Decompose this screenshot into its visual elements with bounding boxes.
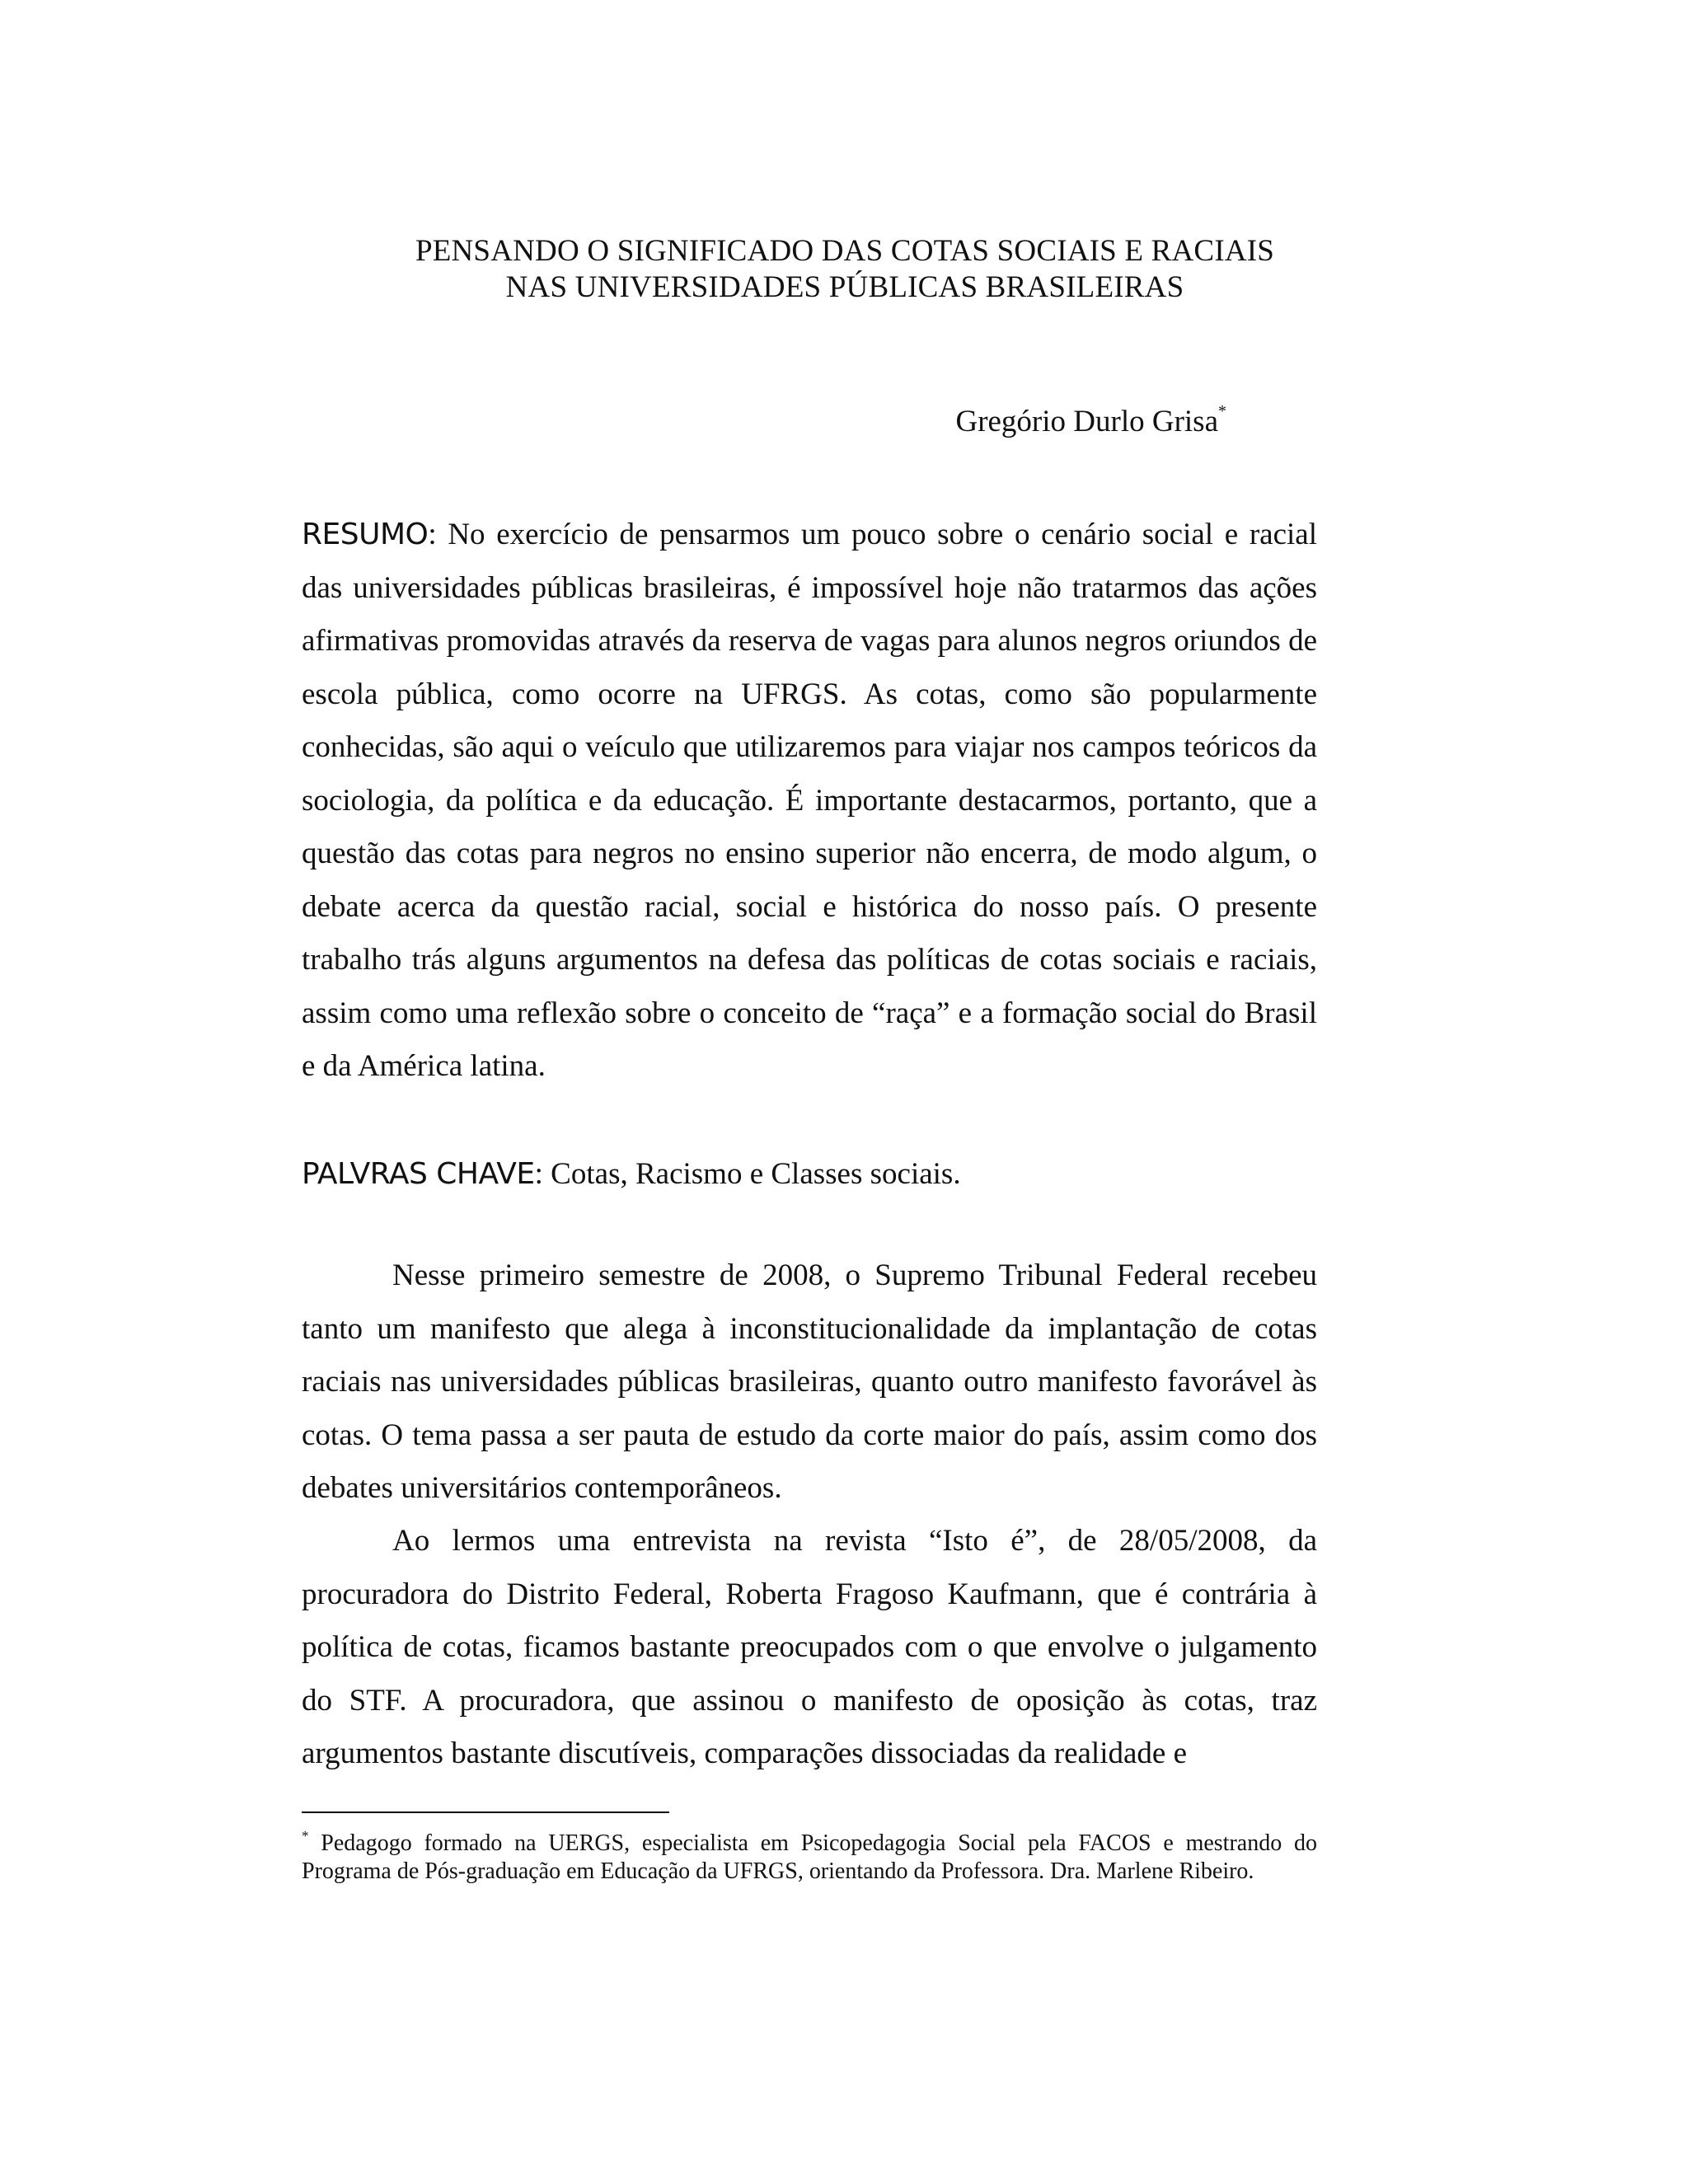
body-paragraph: Ao lermos uma entrevista na revista “Isto é”, de 28/05/2008, da procuradora do Distrito Federal, Roberta Fragoso Kaufmann, que é contrária à política de cotas, ficamos bastante preocupados com o que envolve o julgamento do STF. A procuradora, que assinou o manifesto de oposição às cotas, traz argumentos bastante discutíveis, comparações dissociadas da realidade e	[302, 1524, 1317, 1770]
author-line	[955, 404, 1226, 440]
keywords	[302, 1148, 1317, 1202]
body-paragraph: Nesse primeiro semestre de 2008, o Supremo Tribunal Federal recebeu tanto um manifesto que alega à inconstitucionalidade da implantação de cotas raciais nas universidades públicas brasileiras, quanto outro manifesto favorável às cotas. O tema passa a ser pauta de estudo da corte maior do país, assim como dos debates universitários contemporâneos.	[302, 1258, 1317, 1505]
keywords-label: PALVRAS CHAVE	[302, 1157, 535, 1191]
footnote	[302, 1830, 1317, 1886]
keywords-text: : Cotas, Racismo e Classes sociais.	[534, 1157, 961, 1191]
abstract-label: RESUMO	[302, 518, 429, 551]
title-line-2: NAS UNIVERSIDADES PÚBLICAS BRASILEIRAS	[505, 270, 1184, 304]
footnote-separator	[302, 1811, 669, 1813]
author-footnote-mark: *	[1218, 402, 1226, 420]
author-name: Gregório Durlo Grisa	[955, 405, 1218, 438]
footnote-text: Pedagogo formado na UERGS, especialista em Psicopedagogia Social pela FACOS e mestrando do Programa de Pós-graduação em Educação da UFRGS, orientando da Professora. Dra. Marlene Ribeiro.	[302, 1830, 1317, 1884]
abstract	[302, 509, 1317, 1094]
paper-title	[301, 233, 1389, 306]
abstract-text: : No exercício de pensarmos um pouco sobre o cenário social e racial das universidades públicas brasileiras, é impossível hoje não tratarmos das ações afirmativas promovidas através da reserva de vagas para alunos negros oriundos de escola pública, como ocorre na UFRGS. As cotas, como são popularmente conhecidas, são aqui o veículo que utilizaremos para viajar nos campos teóricos da sociologia, da política e da educação. É importante destacarmos, portanto, que a questão das cotas para negros no ensino superior não encerra, de modo algum, o debate acerca da questão racial, social e histórica do nosso país. O presente trabalho trás alguns argumentos na defesa das políticas de cotas sociais e raciais, assim como uma reflexão sobre o conceito de “raça” e a formação social do Brasil e da América latina.	[302, 518, 1317, 1083]
title-line-1: PENSANDO O SIGNIFICADO DAS COTAS SOCIAIS E RACIAIS	[415, 234, 1275, 268]
footnote-mark: *	[302, 1828, 309, 1844]
